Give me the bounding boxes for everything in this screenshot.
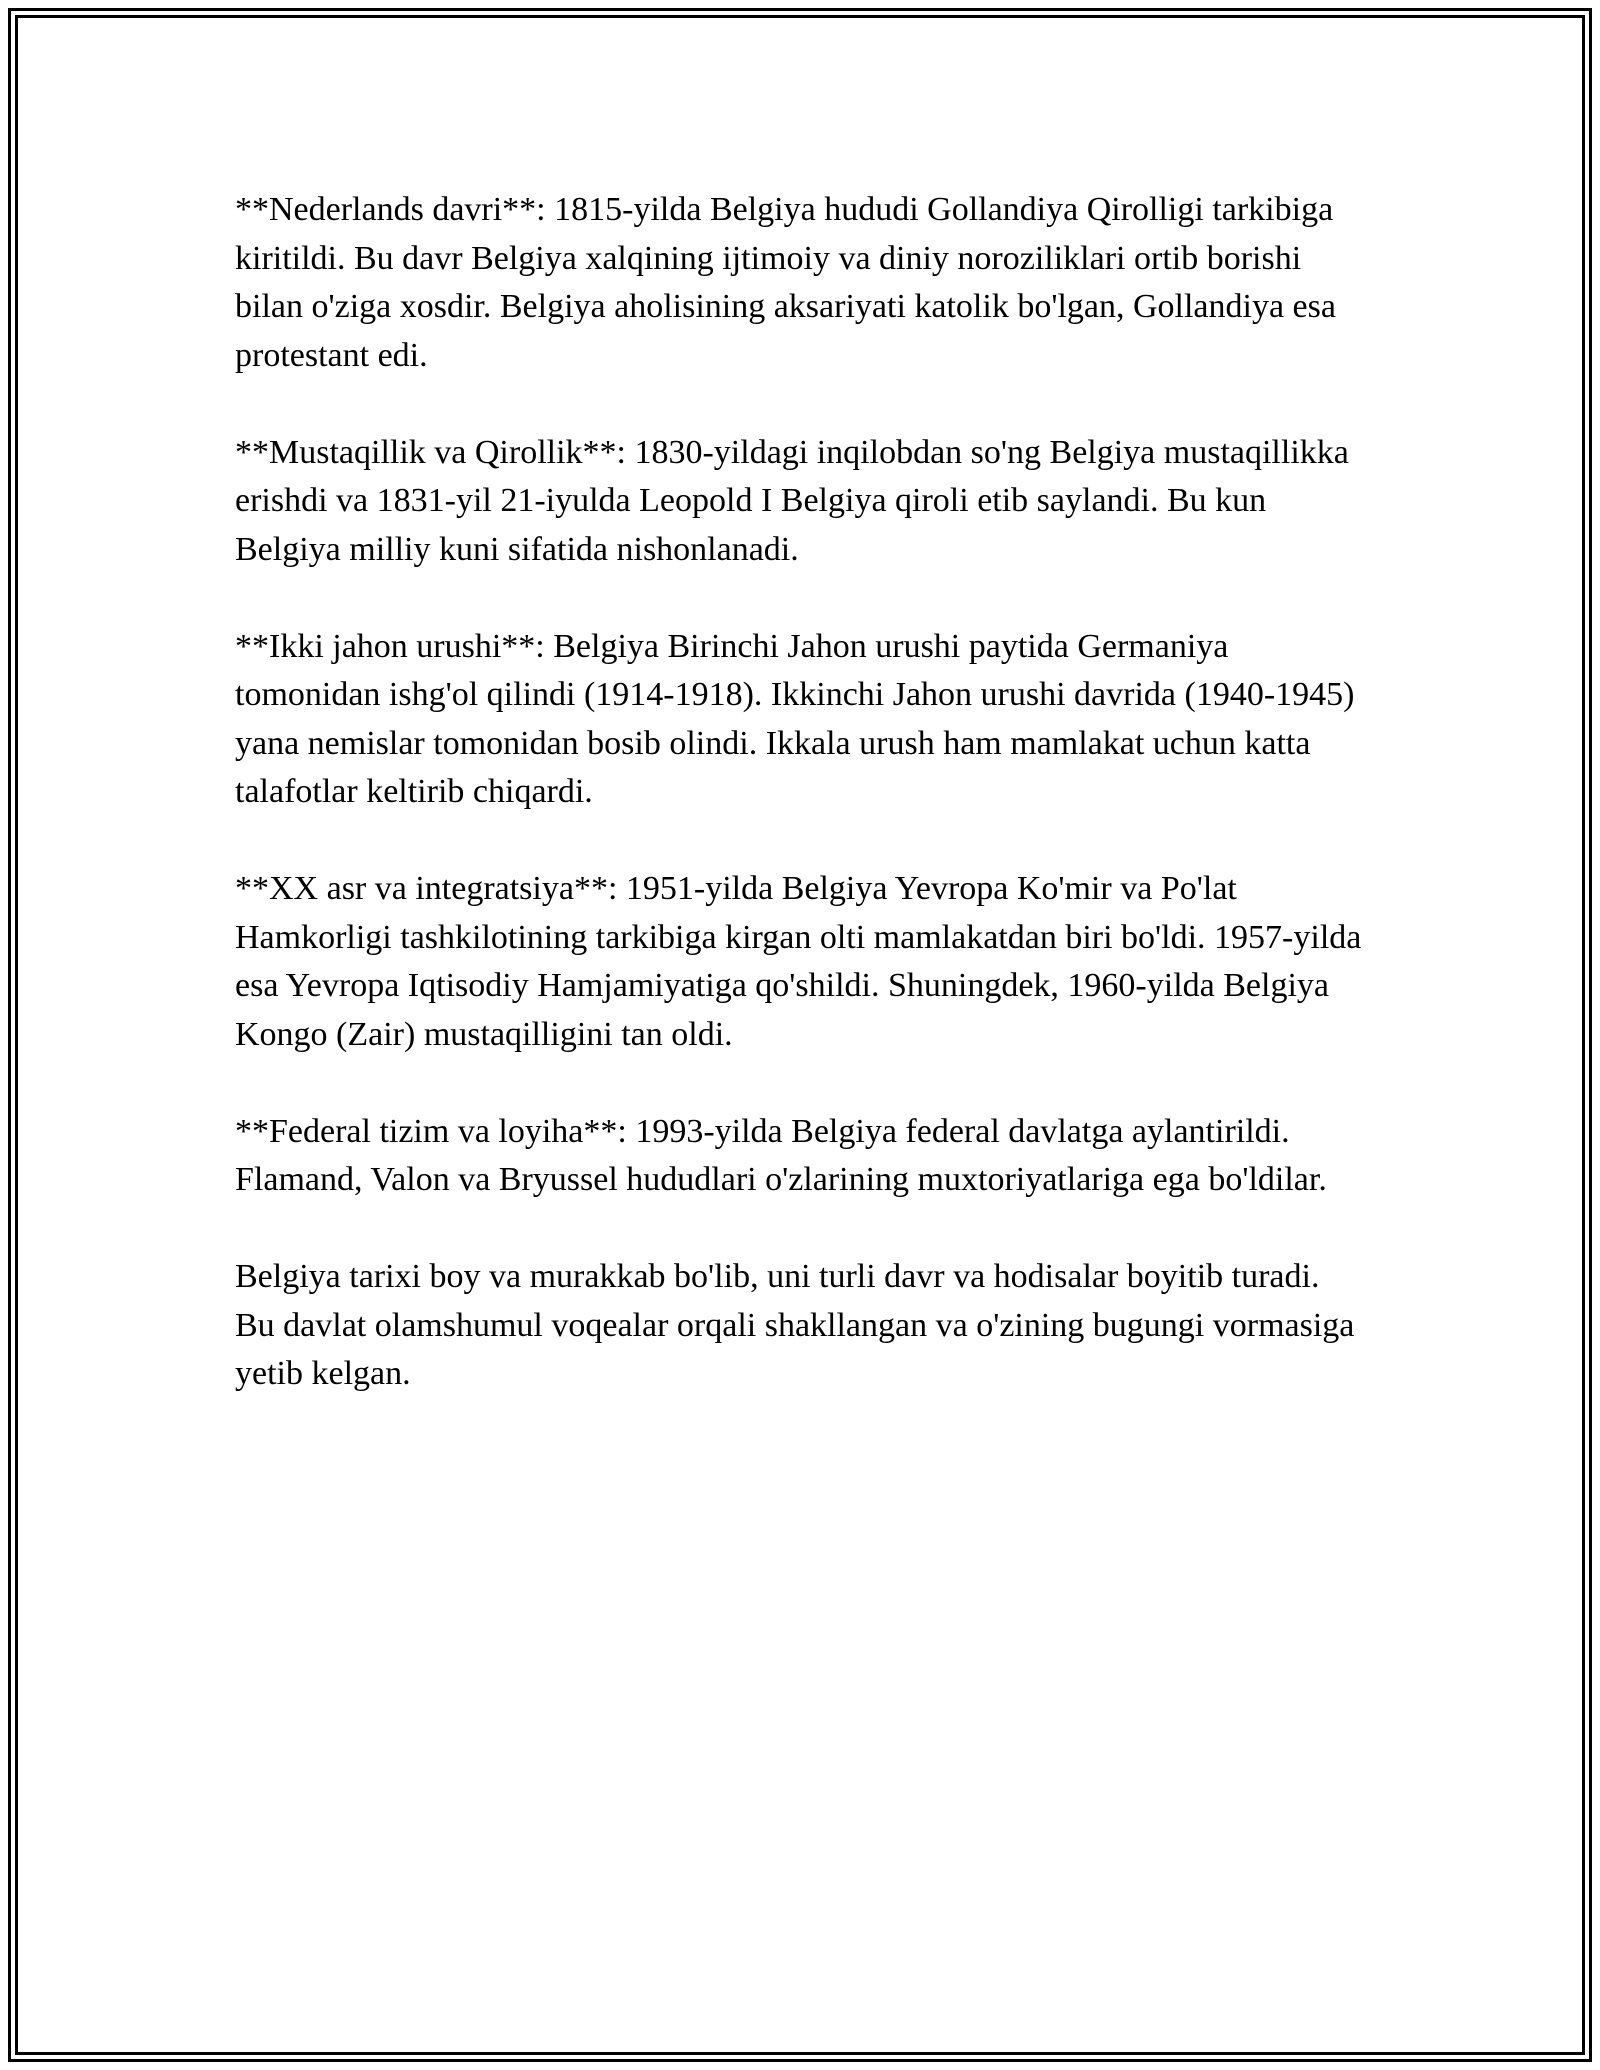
paragraph-federal-tizim: **Federal tizim va loyiha**: 1993-yilda Belgiya federal davlatga aylantirildi. Flamand, Valon va Bryussel hududlari o'zlarining muxtoriyatlariga ega bo'ldilar. [235, 1112, 1327, 1198]
paragraph-nederlands-davri: **Nederlands davri**: 1815-yilda Belgiya hududi Gollandiya Qirolligi tarkibiga kiritildi. Bu davr Belgiya xalqining ijtimoiy va diniy noroziliklari ortib borishi bilan o'ziga xosdir. Belgiya aholisining aksariyati katolik bo'lgan, Gollandiya esa protestant edi. [235, 191, 1336, 374]
paragraph-conclusion: Belgiya tarixi boy va murakkab bo'lib, uni turli davr va hodisalar boyitib turadi. Bu davlat olamshumul voqealar orqali shakllangan va o'zining bugungi vormasiga yetib kelgan. [235, 1258, 1355, 1392]
paragraph-xx-asr: **XX asr va integratsiya**: 1951-yilda Belgiya Yevropa Ko'mir va Po'lat Hamkorligi tashkilotining tarkibiga kirgan olti mamlakatdan biri bo'ldi. 1957-yilda esa Yevropa Iqtisodiy Hamjamiyatiga qo'shildi. Shuningdek, 1960-yilda Belgiya Kongo (Zair) mustaqilligini tan oldi. [235, 870, 1362, 1053]
paragraph-ikki-jahon-urushi: **Ikki jahon urushi**: Belgiya Birinchi Jahon urushi paytida Germaniya tomonidan ishg'ol qilindi (1914-1918). Ikkinchi Jahon urushi davrida (1940-1945) yana nemislar tomonidan bosib olindi. Ikkala urush ham mamlakat uchun katta talafotlar keltirib chiqardi. [235, 627, 1355, 810]
paragraph-mustaqillik: **Mustaqillik va Qirollik**: 1830-yildagi inqilobdan so'ng Belgiya mustaqillikka erishdi va 1831-yil 21-iyulda Leopold I Belgiya qiroli etib saylandi. Bu kun Belgiya milliy kuni sifatida nishonlanadi. [235, 433, 1349, 568]
document-body [235, 186, 1365, 1447]
